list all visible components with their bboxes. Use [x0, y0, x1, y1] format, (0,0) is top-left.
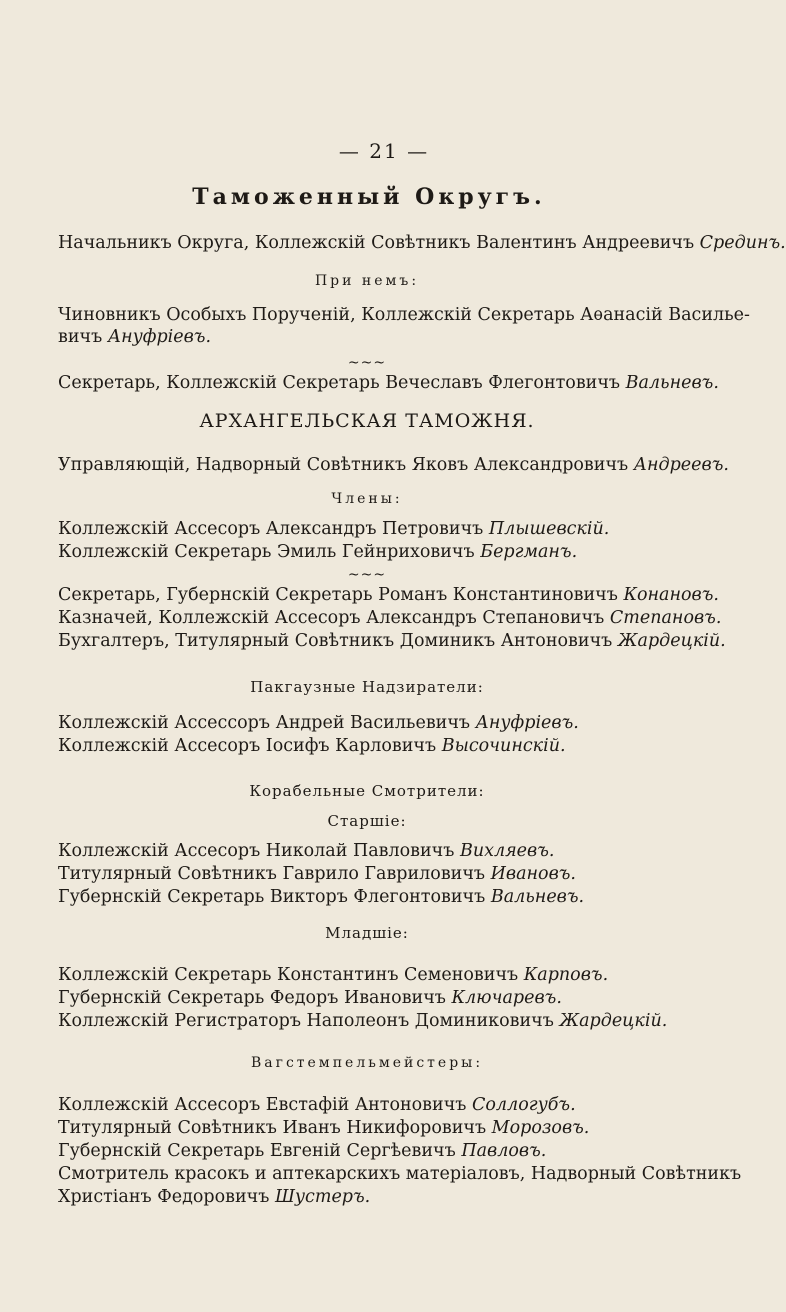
- text-line: Коллежскій Секретарь Эмиль Гейнриховичъ Бергманъ.: [58, 542, 578, 562]
- section-heading: АРХАНГЕЛЬСКАЯ ТАМОЖНЯ.: [199, 410, 535, 432]
- text-line: Бухгалтеръ, Титулярный Совѣтникъ Доминикъ Антоновичъ Жардецкій.: [58, 631, 726, 651]
- text-line: Коллежскій Секретарь Константинъ Семеновичъ Карповъ.: [58, 965, 609, 985]
- text-line: Губернскій Секретарь Евгеній Сергѣевичъ Павловъ.: [58, 1141, 547, 1161]
- text-line: Коллежскій Ассесоръ Александръ Петровичъ Плышевскій.: [58, 519, 610, 539]
- section-heading: Старшіе:: [327, 812, 407, 830]
- text-line: Губернскій Секретарь Викторъ Флегонтовичъ Вальневъ.: [58, 887, 585, 907]
- section-heading: Члены:: [331, 491, 403, 507]
- ornament-divider: ~~~: [347, 567, 387, 583]
- section-heading: Корабельные Смотрители:: [249, 782, 485, 800]
- section-heading: Младшіе:: [325, 924, 409, 942]
- text-line: Коллежскій Регистраторъ Наполеонъ Доминиковичъ Жардецкій.: [58, 1011, 668, 1031]
- text-line: вичъ Ануфріевъ.: [58, 327, 212, 347]
- text-line: Смотритель красокъ и аптекарскихъ матеріаловъ, Надворный Совѣтникъ: [58, 1164, 742, 1184]
- text-line: Титулярный Совѣтникъ Гаврило Гавриловичъ Ивановъ.: [58, 864, 576, 884]
- text-line: Чиновникъ Особыхъ Порученій, Коллежскій Секретарь Аѳанасій Василье-: [58, 305, 750, 325]
- text-line: Секретарь, Коллежскій Секретарь Вечеславъ Флегонтовичъ Вальневъ.: [58, 373, 719, 393]
- section-heading: При немъ:: [314, 273, 420, 289]
- text-line: Коллежскій Ассесоръ Евстафій Антоновичъ Соллогубъ.: [58, 1095, 576, 1115]
- text-line: Титулярный Совѣтникъ Иванъ Никифоровичъ Морозовъ.: [58, 1118, 590, 1138]
- text-line: Христіанъ Федоровичъ Шустеръ.: [58, 1187, 371, 1207]
- text-line: Секретарь, Губернскій Секретарь Романъ Константиновичъ Конановъ.: [58, 585, 719, 605]
- section-heading: Пакгаузные Надзиратели:: [250, 678, 484, 696]
- text-line: Коллежскій Ассесоръ Іосифъ Карловичъ Высочинскій.: [58, 736, 566, 756]
- text-line: Казначей, Коллежскій Ассесоръ Александръ Степановичъ Степановъ.: [58, 608, 722, 628]
- page-title: Таможенный Округъ.: [192, 184, 546, 210]
- text-line: Губернскій Секретарь Федоръ Ивановичъ Ключаревъ.: [58, 988, 562, 1008]
- text-line: Коллежскій Ассессоръ Андрей Васильевичъ Ануфріевъ.: [58, 713, 579, 733]
- section-heading: Вагстемпельмейстеры:: [250, 1055, 484, 1071]
- text-line: Коллежскій Ассесоръ Николай Павловичъ Вихляевъ.: [58, 841, 555, 861]
- page-number: — 21 —: [338, 139, 430, 163]
- text-line: Начальникъ Округа, Коллежскій Совѣтникъ Валентинъ Андреевичъ Срединъ.: [58, 233, 786, 253]
- text-line: Управляющій, Надворный Совѣтникъ Яковъ Александровичъ Андреевъ.: [58, 455, 729, 475]
- ornament-divider: ~~~: [347, 355, 387, 371]
